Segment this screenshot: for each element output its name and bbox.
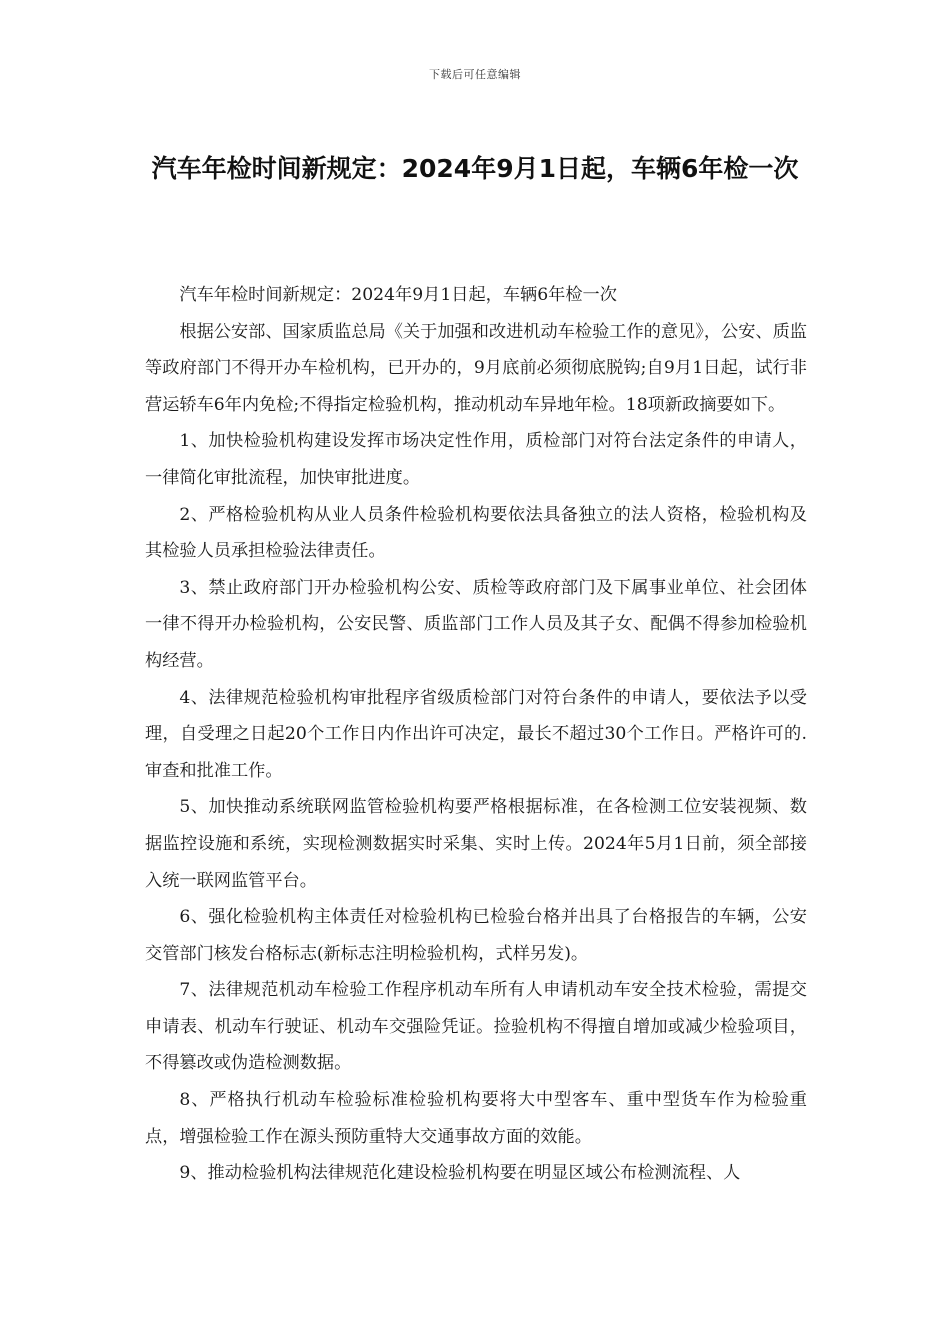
document-title: 汽车年检时间新规定：2024年9月1日起，车辆6年检一次 bbox=[151, 154, 799, 183]
paragraph: 3、禁止政府部门开办检验机构公安、质检等政府部门及下属事业单位、社会团体一律不得开办检验机构，公安民警、质监部门工作人员及其子女、配偶不得参加检验机构经营。 bbox=[145, 577, 807, 671]
paragraph: 9、推动检验机构法律规范化建设检验机构要在明显区域公布检测流程、人 bbox=[179, 1163, 741, 1184]
paragraph: 2、严格检验机构从业人员条件检验机构要依法具备独立的法人资格，检验机构及其检验人员承担检验法律责任。 bbox=[145, 504, 807, 562]
paragraph: 8、严格执行机动车检验标准检验机构要将大中型客车、重中型货车作为检验重点，增强检验工作在源头预防重特大交通事故方面的效能。 bbox=[145, 1090, 807, 1147]
document-body bbox=[145, 277, 807, 1192]
paragraph: 7、法律规范机动车检验工作程序机动车所有人申请机动车安全技术检验，需提交申请表、机动车行驶证、机动车交强险凭证。捡验机构不得擅自增加或减少检验项目，不得篡改或伪造检测数据。 bbox=[145, 980, 807, 1074]
paragraph: 根据公安部、国家质监总局《关于加强和改进机动车检验工作的意见》，公安、质监等政府部门不得开办车检机构，已开办的，9月底前必须彻底脱钩;自9月1日起，试行非营运轿车6年内免检;不得指定检验机构，推动机动车异地年检。18项新政摘要如下。 bbox=[145, 321, 807, 415]
paragraph: 1、加快检验机构建设发挥市场决定性作用，质检部门对符台法定条件的申请人，一律简化审批流程，加快审批进度。 bbox=[145, 431, 807, 488]
paragraph: 汽车年检时间新规定：2024年9月1日起，车辆6年检一次 bbox=[179, 285, 617, 305]
header-note: 下载后可任意编辑 bbox=[429, 68, 521, 81]
paragraph: 5、加快推动系统联网监管检验机构要严格根据标准，在各检测工位安装视频、数据监控设施和系统，实现检测数据实时采集、实时上传。2024年5月1日前，须全部接入统一联网监管平台。 bbox=[145, 797, 807, 891]
paragraph: 4、法律规范检验机构审批程序省级质检部门对符台条件的申请人，要依法予以受理，自受理之日起20个工作日内作出许可决定，最长不超过30个工作日。严格许可的.审查和批准工作。 bbox=[145, 687, 807, 781]
paragraph: 6、强化检验机构主体责任对检验机构已检验台格并出具了台格报告的车辆，公安交管部门核发台格标志(新标志注明检验机构，式样另发)。 bbox=[145, 907, 807, 964]
